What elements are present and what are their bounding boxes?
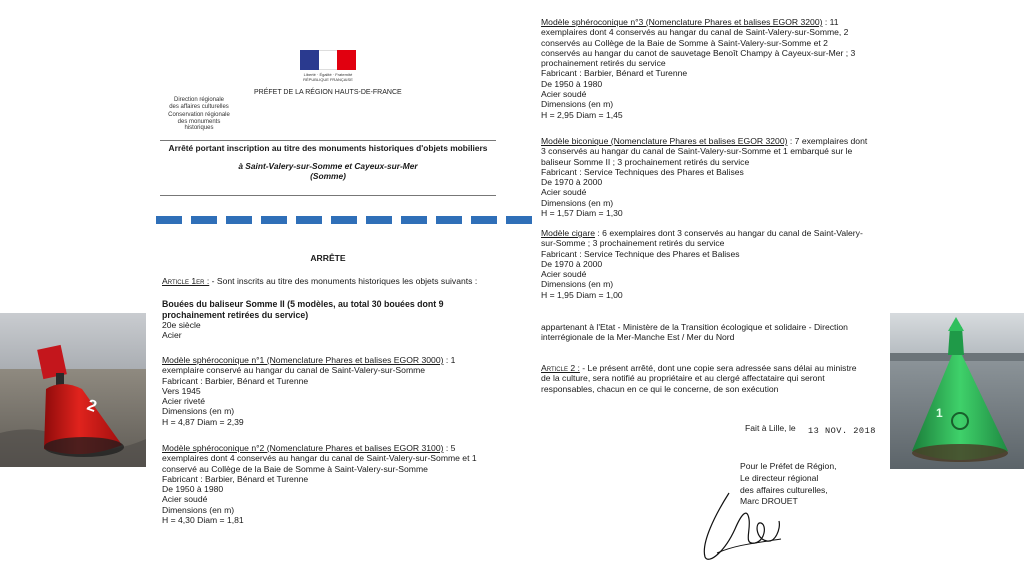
model-2-name: Modèle sphéroconique n°2 (Nomenclature Phares et balises EGOR 3100)	[162, 443, 444, 453]
model-1-date: Vers 1945	[162, 385, 201, 396]
model-2-dims: H = 4,30 Diam = 1,81	[162, 515, 244, 526]
model-3-name: Modèle sphéroconique n°3 (Nomenclature Phares et balises EGOR 3200)	[541, 17, 823, 27]
model-3-desc: : 11 exemplaires dont 4 conservés au hangar du canal de Saint-Valery-sur-Somme, 2 conservés au Collège de la Baie de Somme à Saint-Valery-sur-Somme et 2 conservés au hangar du canot de sauvetage Benoît Champy à Cayeux-sur-Mer ; 3 prochainement retirés du service	[541, 17, 856, 69]
model-5-block	[541, 228, 868, 300]
buoys-material: Acier	[162, 330, 182, 341]
article-1-label: Article 1er :	[162, 276, 210, 286]
model-4-dims: H = 1,57 Diam = 1,30	[541, 208, 623, 219]
model-1-name: Modèle sphéroconique n°1 (Nomenclature Phares et balises EGOR 3000)	[162, 355, 444, 365]
republic-seal	[300, 50, 356, 82]
model-3-dims: H = 2,95 Diam = 1,45	[541, 109, 623, 120]
title-bottom-rule	[160, 195, 496, 196]
model-4-date: De 1970 à 2000	[541, 177, 603, 188]
model-5-dim-label: Dimensions (en m)	[541, 279, 614, 290]
model-4-material: Acier soudé	[541, 187, 587, 198]
model-5-material: Acier soudé	[541, 269, 587, 280]
signature-place: Fait à Lille, le	[745, 423, 796, 433]
article-1	[162, 276, 496, 286]
model-5-maker: Fabricant : Service Technique des Phares et Balises	[541, 248, 740, 259]
seal-text: Liberté · Égalité · Fraternité RÉPUBLIQUE FRANÇAISE	[303, 72, 353, 82]
decree-dept: (Somme)	[310, 171, 346, 181]
model-1-dim-label: Dimensions (en m)	[162, 406, 235, 417]
model-2-heading	[162, 443, 498, 474]
model-3-dim-label: Dimensions (en m)	[541, 99, 614, 110]
model-3-date: De 1950 à 1980	[541, 78, 603, 89]
model-1-maker: Fabricant : Barbier, Bénard et Turenne	[162, 375, 309, 386]
handwritten-signature	[695, 485, 785, 567]
model-4-dim-label: Dimensions (en m)	[541, 197, 614, 208]
svg-text:2: 2	[84, 396, 99, 416]
tricolor-flag-icon	[300, 50, 356, 70]
model-3-heading	[541, 17, 868, 68]
model-3-material: Acier soudé	[541, 89, 587, 100]
buoys-title: Bouées du baliseur Somme II (5 modèles, au total 30 bouées dont 9 prochainement retirées du service)	[162, 299, 444, 320]
decision-heading: ARRÊTE	[310, 253, 346, 263]
signature-date: 13 NOV. 2018	[808, 426, 876, 436]
decree-place: à Saint-Valery-sur-Somme et Cayeux-sur-Mer	[238, 161, 418, 171]
article-1-text: - Sont inscrits au titre des monuments historiques les objets suivants :	[211, 276, 478, 286]
model-2-dim-label: Dimensions (en m)	[162, 504, 235, 515]
model-2-block	[162, 443, 498, 525]
blue-dash-divider	[156, 216, 532, 224]
model-1-heading	[162, 355, 498, 376]
model-2-desc: : 5 exemplaires dont 4 conservés au hangar du canal de Saint-Valery-sur-Somme et 1 conservé au Collège de la Baie de Somme à Saint-Valery-sur-Somme	[162, 443, 477, 474]
model-3-block	[541, 17, 868, 120]
model-2-material: Acier soudé	[162, 494, 208, 505]
svg-text:1: 1	[936, 406, 943, 420]
model-4-block	[541, 136, 868, 218]
model-4-heading	[541, 136, 868, 167]
model-5-dims: H = 1,95 Diam = 1,00	[541, 289, 623, 300]
ownership-text: appartenant à l'Etat - Ministère de la Transition écologique et solidaire - Direction interrégionale de la Mer-Manche Est / Mer du Nord	[541, 322, 848, 343]
model-4-maker: Fabricant : Service Techniques des Phares et Balises	[541, 166, 744, 177]
model-2-date: De 1950 à 1980	[162, 484, 224, 495]
model-4-name: Modèle biconique (Nomenclature Phares et balises EGOR 3200)	[541, 136, 788, 146]
dept-left-2: Conservation régionale des monuments historiques	[168, 112, 230, 132]
model-5-date: De 1970 à 2000	[541, 258, 603, 269]
buoys-block	[162, 299, 498, 341]
buoys-century: 20e siècle	[162, 320, 201, 331]
red-buoy-photo	[0, 313, 146, 467]
title-top-rule	[160, 140, 496, 141]
model-5-heading	[541, 228, 868, 249]
model-5-desc: : 6 exemplaires dont 3 conservés au hangar du canal de Saint-Valery-sur-Somme ; 3 prochainement retirés du service	[541, 228, 863, 249]
article-2	[541, 363, 868, 394]
model-1-dims: H = 4,87 Diam = 2,39	[162, 416, 244, 427]
signature-line-3: des affaires culturelles,	[740, 484, 828, 495]
model-2-maker: Fabricant : Barbier, Bénard et Turenne	[162, 473, 309, 484]
model-1-block	[162, 355, 498, 427]
model-1-desc: : 1 exemplaire conservé au hangar du canal de Saint-Valery-sur-Somme	[162, 355, 456, 376]
decree-title: Arrêté portant inscription au titre des monuments historiques d'objets mobiliers	[168, 143, 488, 153]
model-5-name: Modèle cigare	[541, 228, 595, 238]
signature-line-2: Le directeur régional	[740, 472, 819, 483]
model-4-desc: : 7 exemplaires dont 3 conservés au hangar du canal de Saint-Valery-sur-Somme et 1 embarqué sur le baliseur Somme II ; 3 prochainement retirés du service	[541, 136, 868, 167]
signature-line-4: Marc DROUET	[740, 496, 798, 507]
model-3-maker: Fabricant : Barbier, Bénard et Turenne	[541, 68, 688, 79]
article-2-text: - Le présent arrêté, dont une copie sera adressée sans délai au ministre de la culture, sera notifié au propriétaire et au clergé affectataire qui seront responsables, chacun en ce qui le concerne, de son exécution	[541, 363, 857, 394]
prefect-heading: PRÉFET DE LA RÉGION HAUTS-DE-FRANCE	[254, 89, 402, 96]
green-buoy-photo	[890, 313, 1024, 469]
article-2-label: Article 2 :	[541, 363, 580, 373]
dept-left-1: Direction régionale des affaires culturelles	[169, 97, 229, 110]
model-1-material: Acier riveté	[162, 396, 205, 407]
signature-line-1: Pour le Préfet de Région,	[740, 461, 837, 471]
